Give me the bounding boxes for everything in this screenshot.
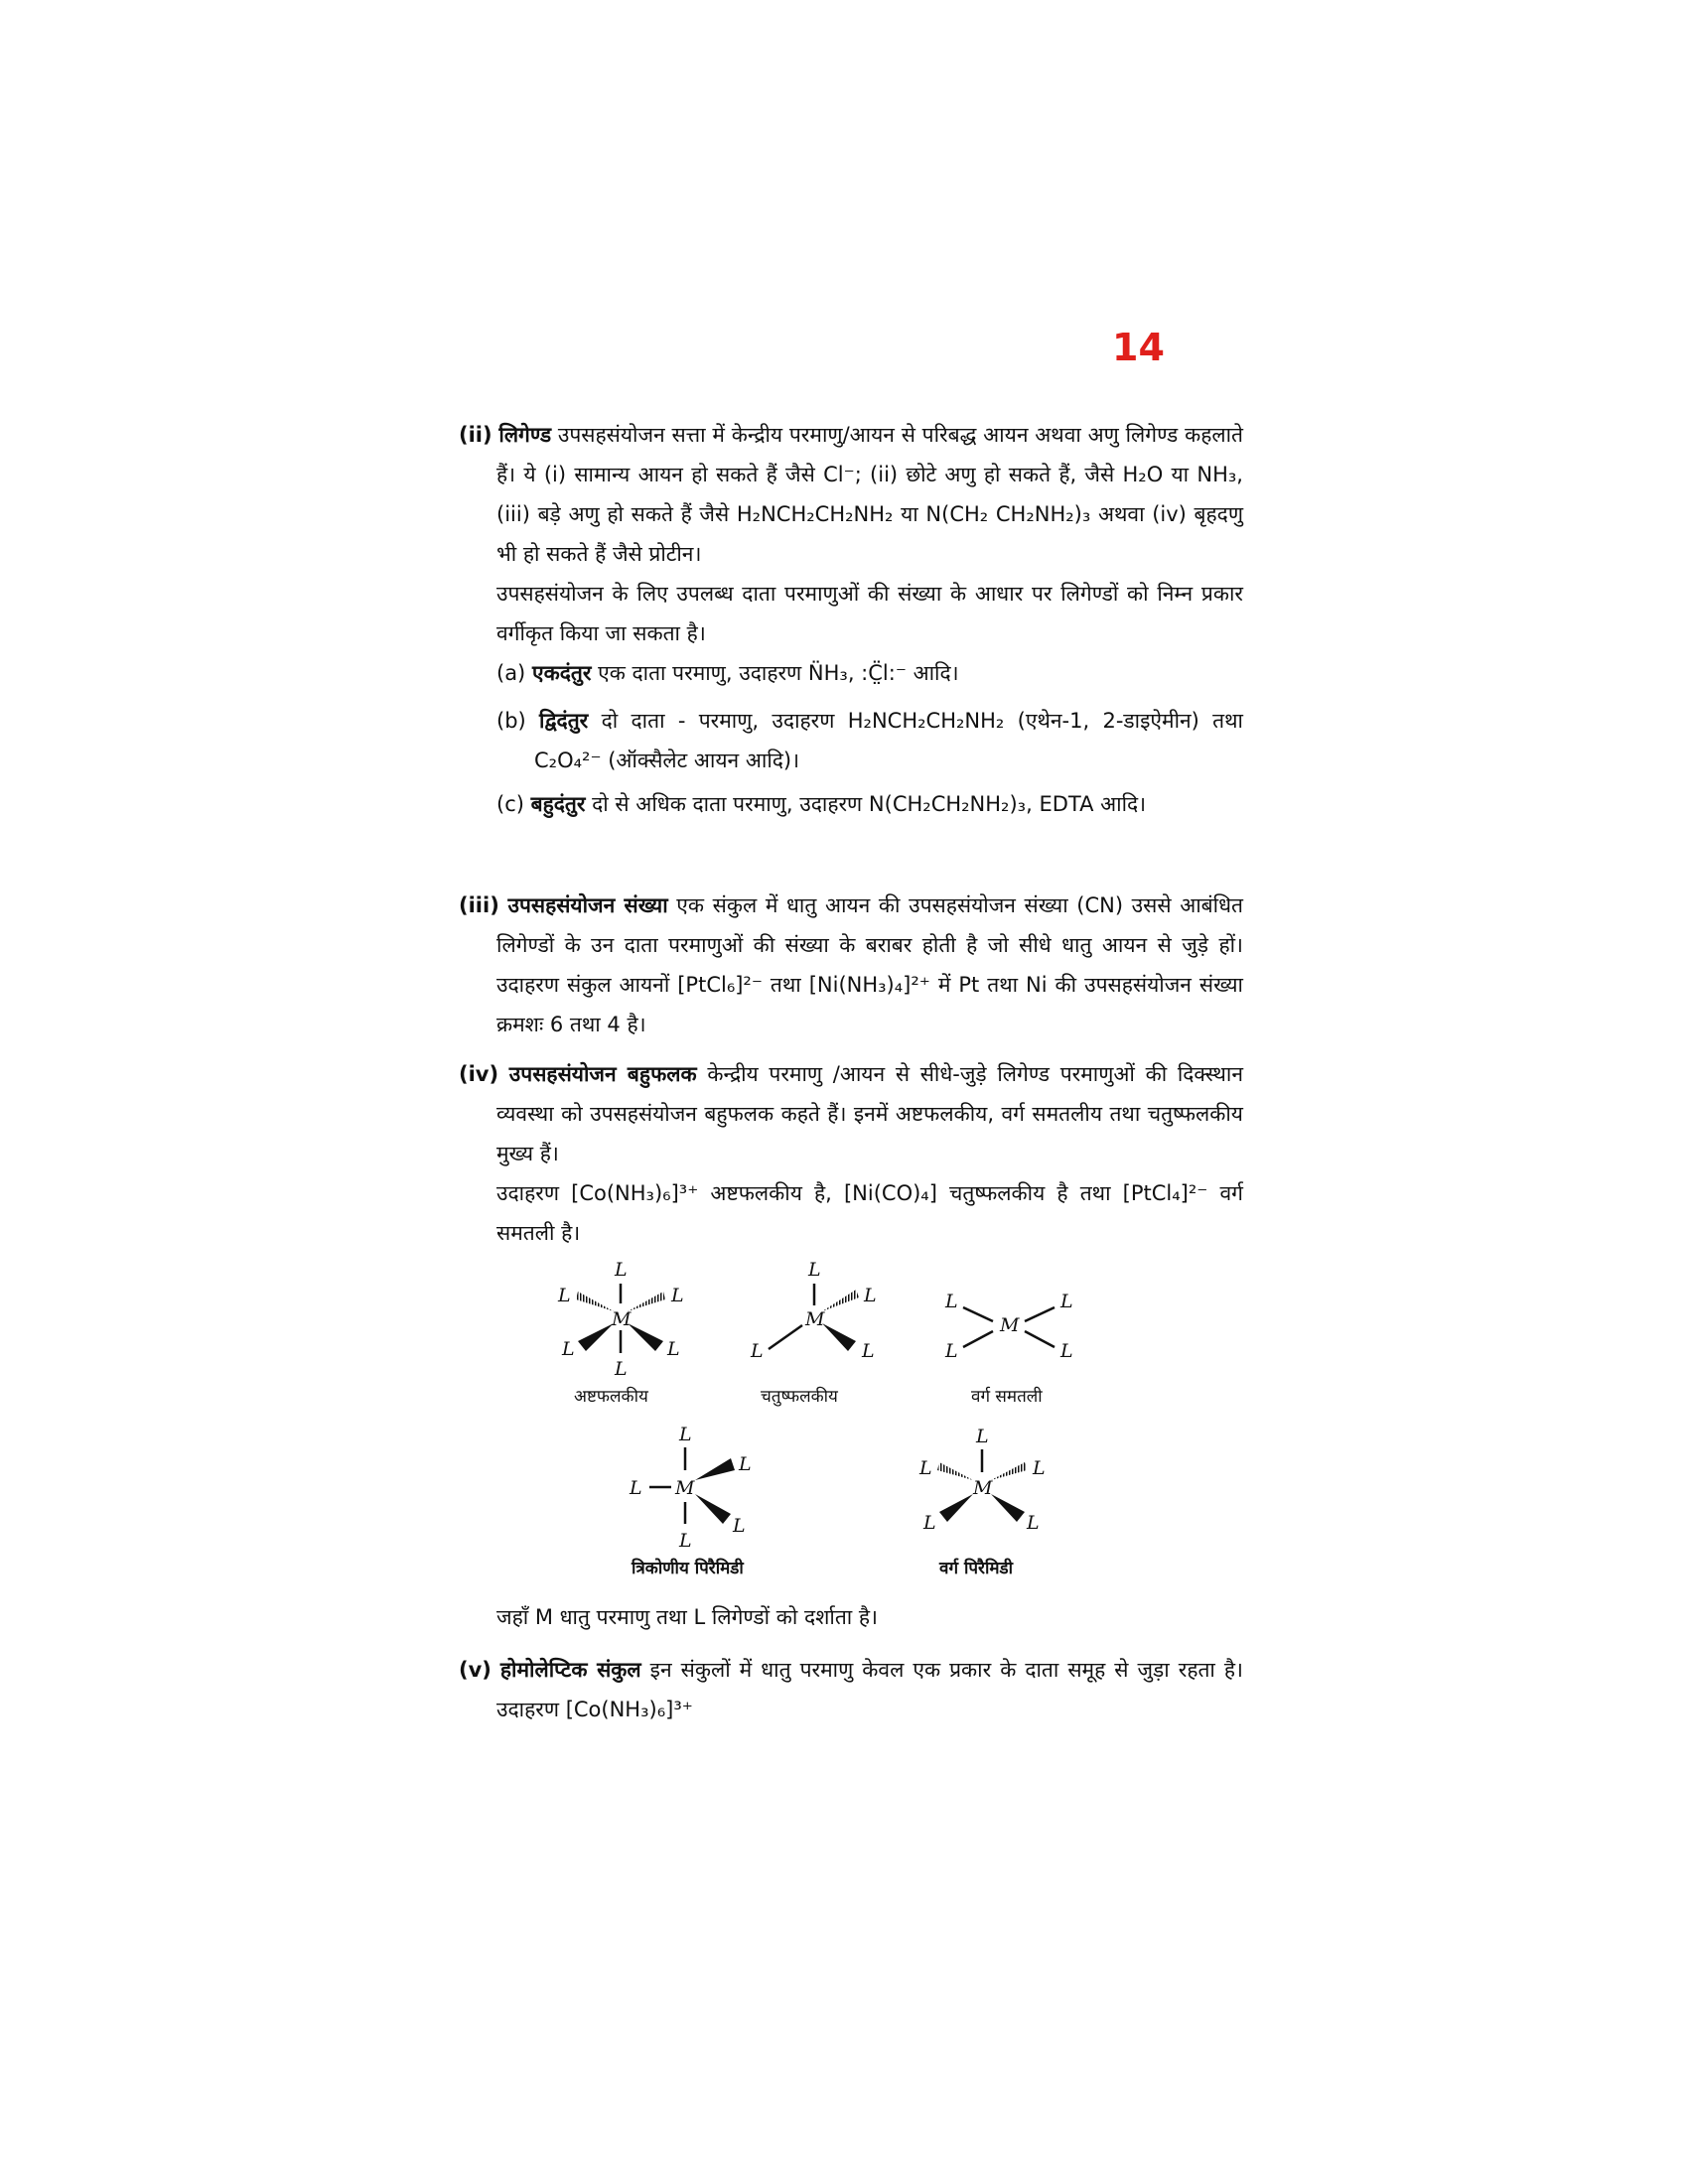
- ligand-label: L: [1027, 1512, 1040, 1534]
- section-text: उपसहसंयोजन सत्ता में केन्द्रीय परमाणु/आयन से परिबद्ध आयन अथवा अणु लिगेण्ड कहलाते हैं। ये (i) सामान्य आयन हो सकते हैं जैसे Cl⁻; (ii) छोटे अणु हो सकते हैं, जैसे H₂O या NH₃, (iii) बड़े अणु हो सकते हैं जैसे H₂NCH₂CH₂NH₂ या N(CH₂ CH₂NH₂)₃ अथवा (iv) बृहदणु भी हो सकते हैं जैसे प्रोटीन।: [496, 423, 1243, 566]
- ligand-label: L: [808, 1259, 821, 1281]
- metal-label: M: [805, 1308, 825, 1330]
- ligand-label: L: [945, 1291, 958, 1312]
- section-example: उदाहरण [Co(NH₃)₆]³⁺ अष्टफलकीय है, [Ni(CO)₄] चतुष्फलकीय है तथा [PtCl₄]²⁻ वर्ग समतली है।: [496, 1181, 1243, 1245]
- ligand-label: L: [923, 1512, 936, 1534]
- section-text-classification: उपसहसंयोजन के लिए उपलब्ध दाता परमाणुओं की संख्या के आधार पर लिगेण्डों को निम्न प्रकार वर्गीकृत किया जा सकता है।: [496, 582, 1243, 645]
- ligand-label: L: [864, 1285, 877, 1306]
- subtype-heading: एकदंतुर: [531, 661, 592, 685]
- ligand-label: L: [1060, 1291, 1073, 1312]
- section-label: (iii): [459, 893, 499, 917]
- geometry-svg: [496, 1246, 1132, 1608]
- section-text: केन्द्रीय परमाणु /आयन से सीधे-जुड़े लिगेण्ड परमाणुओं की दिक्स्थान व्यवस्था को उपसहसंयोजन बहुफलक कहते हैं। इनमें अष्टफलकीय, वर्ग समतलीय तथा चतुष्फलकीय मुख्य हैं।: [496, 1062, 1243, 1165]
- ligand-label: L: [1060, 1340, 1073, 1362]
- metal-label: M: [1000, 1314, 1020, 1336]
- ligand-label: L: [739, 1453, 752, 1475]
- section-text: एक संकुल में धातु आयन की उपसहसंयोजन संख्या (CN) उससे आबंधित लिगेण्डों के उन दाता परमाणुओं की संख्या के बराबर होती है जो सीधे धातु आयन से जुड़े हों। उदाहरण संकुल आयनों [PtCl₆]²⁻ तथा [Ni(NH₃)₄]²⁺ में Pt तथा Ni की उपसहसंयोजन संख्या क्रमशः 6 तथा 4 है।: [496, 893, 1243, 1036]
- page-number: 14: [1112, 326, 1165, 369]
- section-label: (ii): [459, 423, 492, 447]
- section-heading: होमोलेप्टिक संकुल: [499, 1658, 641, 1682]
- subtype-label: (c): [496, 792, 524, 816]
- section-heading: उपसहसंयोजन संख्या: [507, 893, 668, 917]
- caption-octahedral: अष्टफलकीय: [574, 1387, 648, 1407]
- subtype-heading: द्विदंतुर: [539, 709, 589, 733]
- section-heading: लिगेण्ड: [498, 423, 552, 447]
- subtype-label: (a): [496, 661, 526, 685]
- tetrahedral-diagram: [750, 1259, 877, 1407]
- subtype-text: दो दाता - परमाणु, उदाहरण H₂NCH₂CH₂NH₂ (एथेन-1, 2-डाइऐमीन) तथा C₂O₄²⁻ (ऑक्सैलेट आयन आदि)।: [534, 709, 1243, 772]
- section-polyhedron: [459, 1054, 1243, 1253]
- section-homoleptic: [459, 1650, 1243, 1729]
- ligand-label: L: [671, 1285, 684, 1306]
- subtype-label: (b): [496, 709, 526, 733]
- ligand-label: L: [558, 1285, 571, 1306]
- caption-trigonal-bipyramidal: त्रिकोणीय पिरैमिडी: [632, 1559, 744, 1578]
- ligand-label: L: [615, 1259, 628, 1281]
- caption-tetrahedral: चतुष्फलकीय: [761, 1387, 838, 1407]
- section-label: (iv): [459, 1062, 499, 1086]
- section-label: (v): [459, 1658, 492, 1682]
- ligand-label: L: [667, 1338, 680, 1360]
- ligand-label: L: [615, 1358, 628, 1380]
- ligand-label: L: [919, 1457, 932, 1479]
- metal-label: M: [612, 1308, 632, 1330]
- section-ligand: [459, 415, 1243, 653]
- caption-square-pyramidal: वर्ग पिरैमिडी: [939, 1559, 1014, 1578]
- ligand-label: L: [733, 1515, 746, 1537]
- diagram-legend: जहाँ M धातु परमाणु तथा L लिगेण्डों को दर्शाता है।: [496, 1605, 879, 1629]
- ligand-label: L: [679, 1424, 692, 1445]
- section-heading: उपसहसंयोजन बहुफलक: [508, 1062, 697, 1086]
- subtype-text: एक दाता परमाणु, उदाहरण N̈H₃, :C̤̈l:⁻ आदि।: [591, 661, 959, 685]
- ligand-label: L: [945, 1340, 958, 1362]
- ligand-label: L: [630, 1477, 642, 1499]
- metal-label: M: [675, 1477, 695, 1499]
- octahedral-diagram: [557, 1259, 684, 1407]
- ligand-label: L: [976, 1426, 989, 1447]
- square-pyramidal-diagram: [918, 1426, 1046, 1578]
- trigonal-bipyramidal-diagram: [629, 1424, 752, 1578]
- ligand-subtypes: [496, 653, 1243, 824]
- ligand-label: L: [679, 1530, 692, 1552]
- ligand-label: L: [751, 1340, 764, 1362]
- section-text: इन संकुलों में धातु परमाणु केवल एक प्रकार के दाता समूह से जुड़ा रहता है। उदाहरण [Co(NH₃)₆]³⁺: [496, 1658, 1243, 1721]
- ligand-label: L: [562, 1338, 575, 1360]
- ligand-label: L: [862, 1340, 875, 1362]
- square-planar-diagram: [944, 1291, 1073, 1407]
- caption-square-planar: वर्ग समतली: [971, 1387, 1043, 1407]
- subtype-text: दो से अधिक दाता परमाणु, उदाहरण N(CH₂CH₂NH₂)₃, EDTA आदि।: [585, 792, 1147, 816]
- section-coordination-number: [459, 886, 1243, 1044]
- ligand-label: L: [1033, 1457, 1046, 1479]
- geometry-diagrams: [496, 1246, 1132, 1608]
- metal-label: M: [973, 1477, 993, 1499]
- subtype-heading: बहुदंतुर: [530, 792, 586, 816]
